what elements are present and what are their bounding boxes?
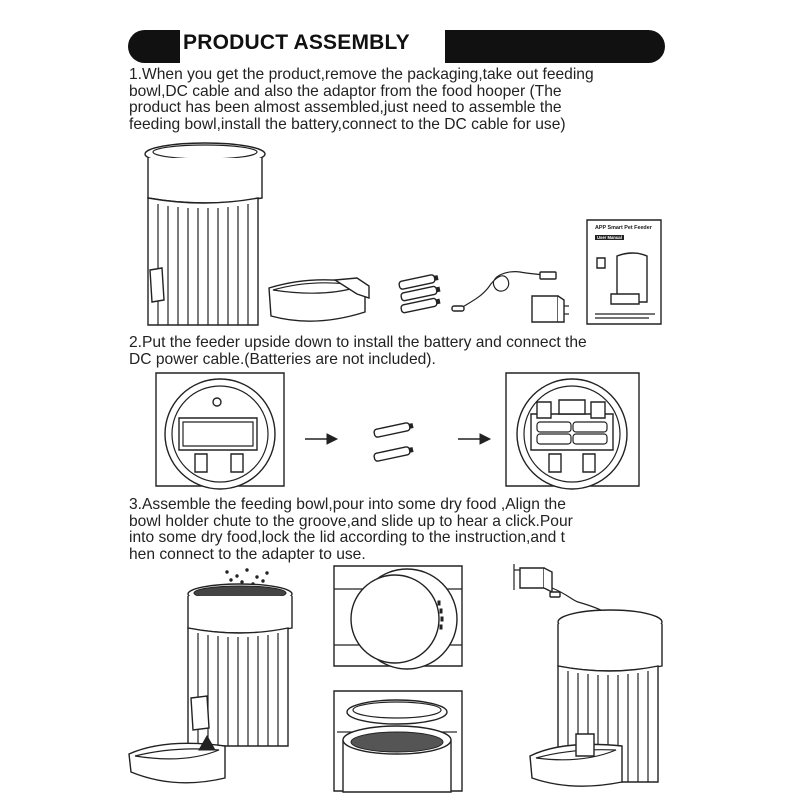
manual-subtitle: User Manual bbox=[597, 235, 622, 240]
feeder-bottom-with-batteries bbox=[505, 372, 640, 487]
lid-closeup-illustration bbox=[333, 565, 463, 667]
manual-title: APP Smart Pet Feeder bbox=[595, 225, 652, 231]
feeder-with-food-illustration bbox=[125, 568, 300, 790]
power-adapter-illustration bbox=[530, 292, 570, 326]
banner-left-bar bbox=[128, 30, 180, 63]
page-title: PRODUCT ASSEMBLY bbox=[183, 31, 410, 54]
step-2-text: 2.Put the feeder upside down to install the battery and connect the DC power cable.(Batteries are not included). bbox=[129, 334, 587, 368]
step-1-text: 1.When you get the product,remove the packaging,take out feeding bowl,DC cable and also the adaptor from the food hooper (The product has been almost assembled,just need to assemble the feeding bowl,install the battery,connect to the DC cable for use) bbox=[129, 66, 594, 133]
arrow-right-icon bbox=[305, 433, 337, 445]
lid-install-illustration bbox=[333, 690, 463, 792]
feeding-bowl-illustration bbox=[265, 272, 375, 327]
feeder-with-adapter-illustration bbox=[512, 560, 672, 790]
feeder-bottom-view bbox=[155, 372, 285, 487]
feeder-illustration bbox=[140, 140, 270, 330]
step-3-text: 3.Assemble the feeding bowl,pour into some dry food ,Align the bowl holder chute to the groove,and slide up to hear a click.Pour into some dry food,lock the lid according to the instruction,and t hen connect to the adapter to use. bbox=[129, 496, 573, 563]
arrow-right-icon bbox=[458, 433, 490, 445]
batteries-illustration bbox=[395, 274, 445, 316]
banner-right-bar bbox=[445, 30, 665, 63]
batteries-illustration bbox=[370, 420, 422, 464]
